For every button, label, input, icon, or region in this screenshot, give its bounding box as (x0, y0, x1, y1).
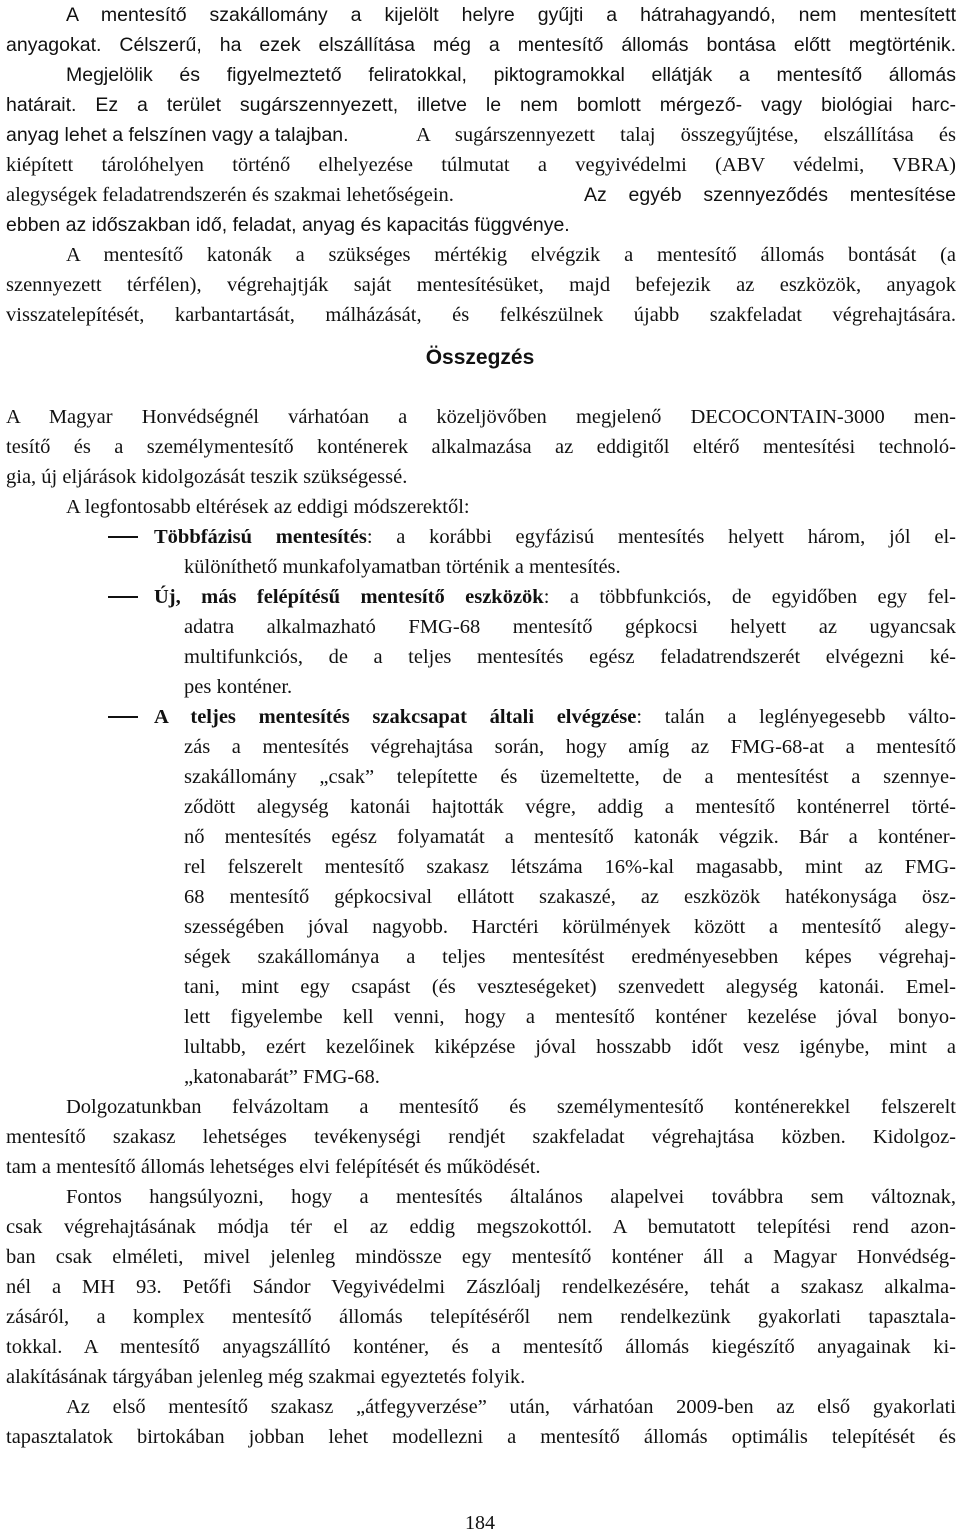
text-line: tapasztalatok birtokában jobban lehet modellezni a mentesítő állomás optimális telepítését és (6, 1426, 956, 1448)
bullet-line (154, 702, 956, 732)
section-heading: Összegzés (425, 346, 535, 369)
bullet-dash (108, 596, 138, 598)
text-line: Fontos hangsúlyozni, hogy a mentesítés általános alapelvei továbbra sem változnak, (66, 1186, 956, 1208)
text-line: A mentesítő szakállomány a kijelölt helyre gyűjti a hátrahagyandó, nem mentesített (66, 4, 956, 26)
text-line: zásáról, a komplex mentesítő állomás telepítéséről nem rendelkezünk gyakorlati tapasztala- (6, 1306, 956, 1328)
bullet-line: különíthető munkafolyamatban történik a mentesítés. (184, 556, 621, 578)
bullet-text: : a korábbi egyfázisú mentesítés helyett három, jól el- (366, 526, 956, 548)
bullet-dash (108, 716, 138, 718)
text-line: Megjelölik és figyelmeztető feliratokkal, piktogramokkal ellátják a mentesítő állomás (66, 64, 956, 86)
bullet-line (154, 582, 956, 612)
text-line: A legfontosabb eltérések az eddigi módszerektől: (66, 496, 470, 518)
text-line: tesítő és a személymentesítő konténerek alkalmazása az eddigitől eltérő mentesítési technoló- (6, 436, 956, 458)
text-line: mentesítő szakasz lehetséges tevékenységi rendjét szakfeladat végrehajtása közben. Kidolgoz- (6, 1126, 956, 1148)
bullet-line: szességében jóval nagyobb. Harctéri körülmények között a mentesítő alegy- (184, 916, 956, 938)
text-line: gia, új eljárások kidolgozását teszik szükségessé. (6, 466, 408, 488)
bullet-title: A teljes mentesítés szakcsapat általi elvégzése (154, 706, 637, 728)
text-line: csak végrehajtásának módja tér el az eddig megszokottól. A bemutatott telepítési rend azon- (6, 1216, 956, 1238)
text-line: anyagokat. Célszerű, ha ezek elszállítása még a mentesítő állomás bontása előtt megtörténik. (6, 34, 956, 56)
text-line: kiépített tárolóhelyen történő elhelyezése túlmutat a vegyivédelmi (ABV védelmi, VBRA) (6, 154, 956, 176)
bullet-line: zás a mentesítés végrehajtása során, hogy amíg az FMG-68-at a mentesítő (184, 736, 956, 758)
text-line: Az egyéb szennyeződés mentesítése (584, 184, 956, 206)
bullet-line: szakállomány „csak” telepítette és üzemeltette, de a mentesítést a szennye- (184, 766, 956, 788)
text-line: Dolgozatunkban felvázoltam a mentesítő és személymentesítő konténerekkel felszerelt (66, 1096, 956, 1118)
text-line: nél a MH 93. Petőfi Sándor Vegyivédelmi Zászlóalj rendelkezésére, tehát a szakasz alkalma- (6, 1276, 956, 1298)
text-line: anyag lehet a felszínen vagy a talajban. (6, 124, 349, 146)
bullet-line: adatra alkalmazható FMG-68 mentesítő gépkocsi helyett az ugyancsak (184, 616, 956, 638)
bullet-line: 68 mentesítő gépkocsival ellátott szakaszé, az eszközök hatékonysága ösz- (184, 886, 956, 908)
bullet-line: ződött alegység katonái hajtották végre, addig a mentesítő konténerrel törté- (184, 796, 956, 818)
bullet-text: : a többfunkciós, de egyidőben egy fel- (543, 586, 956, 608)
bullet-line: lultabb, ezért kezelőinek kiképzése jóval hosszabb időt vesz igénybe, mint a (184, 1036, 956, 1058)
bullet-line: nő mentesítés egész folyamatát a mentesítő katonák végzik. Bár a konténer- (184, 826, 956, 848)
bullet-line: tani, mint egy csapást (és veszteségeket) szenvedett alegység katonái. Emel- (184, 976, 956, 998)
bullet-line: „katonabarát” FMG-68. (184, 1066, 380, 1088)
text-line: A Magyar Honvédségnél várhatóan a közeljövőben megjelenő DECOCONTAIN-3000 men- (6, 406, 956, 428)
text-line: ban csak elméleti, mivel jelenleg mindössze egy mentesítő konténer áll a Magyar Honvédség- (6, 1246, 956, 1268)
bullet-line: rel felszerelt mentesítő szakasz létszáma 16%-kal magasabb, mint az FMG- (184, 856, 956, 878)
text-line: tokkal. A mentesítő anyagszállító konténer, és a mentesítő állomás kiegészítő anyagainak ki- (6, 1336, 956, 1358)
text-line: Az első mentesítő szakasz „átfegyverzése” után, várhatóan 2009-ben az első gyakorlati (66, 1396, 956, 1418)
bullet-text: : talán a leglényegesebb válto- (636, 706, 956, 728)
text-line: visszatelepítését, karbantartását, málházását, és felkészülnek újabb szakfeladat végrehajtására. (6, 304, 956, 326)
text-line: ebben az időszakban idő, feladat, anyag és kapacitás függvénye. (6, 214, 570, 236)
bullet-line: ségek szakállománya a teljes mentesítést eredményesebben képes végrehaj- (184, 946, 956, 968)
bullet-title: Többfázisú mentesítés (154, 526, 367, 548)
text-line: tam a mentesítő állomás lehetséges elvi felépítését és működését. (6, 1156, 541, 1178)
bullet-title: Új, más felépítésű mentesítő eszközök (154, 586, 544, 608)
text-line: A mentesítő katonák a szükséges mértékig elvégzik a mentesítő állomás bontását (a (66, 244, 956, 266)
bullet-line: lett figyelembe kell venni, hogy a mentesítő konténer kezelése jóval bonyo- (184, 1006, 956, 1028)
text-line: A sugárszennyezett talaj összegyűjtése, elszállítása és (416, 124, 956, 146)
bullet-dash (108, 536, 138, 538)
text-line: szennyezett térfélen), végrehajtják saját mentesítésüket, majd befejezik az eszközök, anyagok (6, 274, 956, 296)
bullet-line (154, 522, 956, 552)
page-number: 184 (465, 1512, 495, 1534)
bullet-line: pes konténer. (184, 676, 293, 698)
text-line: alakításának tárgyában jelenleg még szakmai egyeztetés folyik. (6, 1366, 526, 1388)
bullet-line: multifunkciós, de a teljes mentesítés egész feladatrendszerét elvégezni ké- (184, 646, 956, 668)
text-line: határait. Ez a terület sugárszennyezett, illetve le nem bomlott mérgező- vagy biológiai harc- (6, 94, 956, 116)
text-line: alegységek feladatrendszerén és szakmai lehetőségein. (6, 184, 454, 206)
